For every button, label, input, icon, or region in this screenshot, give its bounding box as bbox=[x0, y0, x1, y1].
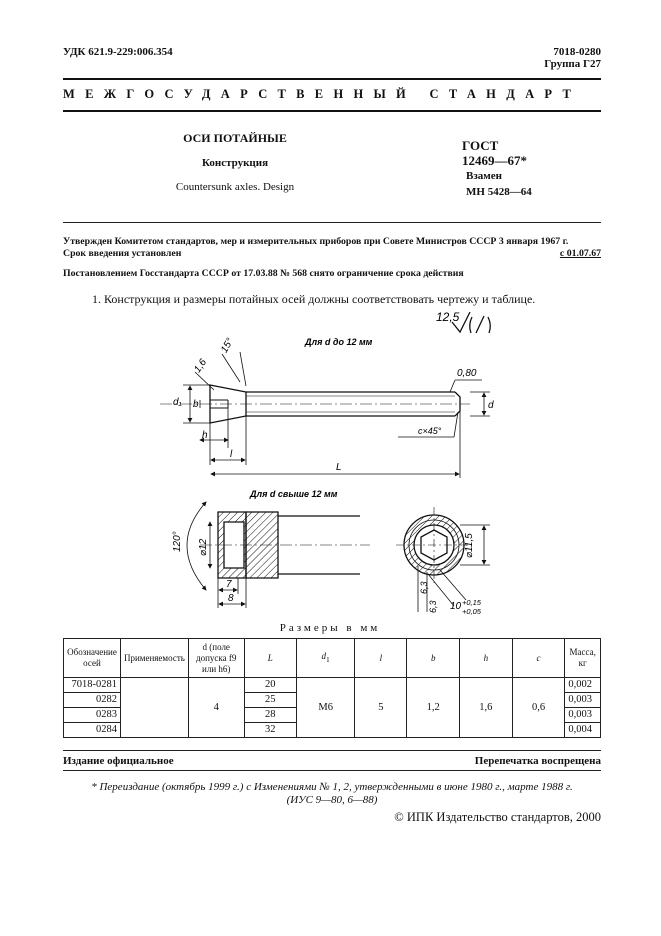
tolerance-lower: +0,05 bbox=[462, 607, 481, 616]
header-l bbox=[355, 639, 407, 678]
roughness-symbol bbox=[436, 310, 490, 333]
cell-d1: M6 bbox=[297, 678, 355, 738]
header-l-text: l bbox=[379, 652, 383, 663]
official-edition: Издание официальное bbox=[63, 755, 174, 767]
roughness-value: 12,5 bbox=[436, 310, 460, 324]
header-b bbox=[407, 639, 460, 678]
tolerance-upper: +0,15 bbox=[462, 598, 481, 607]
dim-1-6: 1,6 bbox=[192, 357, 210, 375]
ius-note: (ИУС 9—80, 6—88) bbox=[286, 794, 378, 806]
header-L-text: L bbox=[267, 652, 273, 663]
axle-side-view-large bbox=[200, 512, 370, 578]
cell-code: 0282 bbox=[64, 693, 121, 708]
cell-h: 1,6 bbox=[460, 678, 513, 738]
standard-banner: МЕЖГОСУДАРСТВЕННЫЙ СТАНДАРТ bbox=[63, 87, 582, 101]
approval-line: Утвержден Комитетом стандартов, мер и измерительных приборов при Совете Министров СССР 3 января 1967 г. bbox=[63, 236, 569, 247]
axle-end-view bbox=[396, 507, 472, 583]
document-code: 7018-0280 bbox=[553, 46, 601, 58]
dia-11-5: ⌀11,5 bbox=[464, 533, 475, 558]
dim-7: 7 bbox=[226, 579, 232, 590]
cell-b: 1,2 bbox=[407, 678, 460, 738]
table-header-row bbox=[64, 639, 601, 678]
cell-mass: 0,002 bbox=[565, 678, 601, 693]
gost-label: ГОСТ bbox=[462, 138, 499, 153]
clause-1: 1. Конструкция и размеры потайных осей должны соответствовать чертежу и таблице. bbox=[92, 292, 536, 306]
caption-bottom: Для d свыше 12 мм bbox=[250, 489, 338, 499]
label-h: h bbox=[202, 430, 208, 441]
label-d1: d₁ bbox=[173, 397, 182, 408]
header-d: d (поле допуска f9 или h6) bbox=[188, 639, 244, 678]
angle-120: 120° bbox=[172, 531, 183, 552]
cell-code: 0284 bbox=[64, 723, 121, 738]
introduction-line: Срок введения установлен bbox=[63, 248, 182, 259]
cell-L: 32 bbox=[244, 723, 296, 738]
cell-l: 5 bbox=[355, 678, 407, 738]
footer-rule-2 bbox=[63, 770, 601, 771]
gost-number: 12469—67* bbox=[462, 153, 527, 168]
cell-d: 4 bbox=[188, 678, 244, 738]
dia-12: ⌀12 bbox=[198, 538, 209, 556]
resolution-line: Постановлением Госстандарта СССР от 17.03.88 № 568 снято ограничение срока действия bbox=[63, 268, 464, 279]
axle-side-view-small bbox=[160, 385, 470, 423]
reissue-note: * Переиздание (октябрь 1999 г.) с Изменениями № 1, 2, утвержденными в июне 1980 г., марте 1988 г. bbox=[91, 781, 573, 793]
cell-code: 0283 bbox=[64, 708, 121, 723]
english-title: Countersunk axles. Design bbox=[175, 181, 295, 193]
dimensions-table bbox=[63, 638, 601, 738]
replaces-label: Взамен bbox=[466, 170, 502, 182]
cell-application bbox=[120, 678, 188, 738]
header-h bbox=[460, 639, 513, 678]
header-h-text: h bbox=[483, 652, 489, 663]
footer-rule bbox=[63, 750, 601, 751]
cell-L: 28 bbox=[244, 708, 296, 723]
cell-mass: 0,003 bbox=[565, 708, 601, 723]
header-d1-text: d bbox=[321, 651, 327, 662]
header-designation: Обозначение осей bbox=[64, 639, 121, 678]
angle-15: 15° bbox=[219, 336, 237, 355]
cell-mass: 0,003 bbox=[565, 693, 601, 708]
copyright: © ИПК Издательство стандартов, 2000 bbox=[394, 810, 601, 824]
header-mass: Масса, кг bbox=[565, 639, 601, 678]
document-title: ОСИ ПОТАЙНЫЕ bbox=[183, 131, 287, 145]
cell-L: 20 bbox=[244, 678, 296, 693]
cell-mass: 0,004 bbox=[565, 723, 601, 738]
header-d1-sub: 1 bbox=[326, 654, 330, 664]
dim-10: 10 bbox=[450, 601, 462, 612]
label-b: b bbox=[193, 399, 199, 410]
dim-0-80: 0,80 bbox=[457, 368, 477, 379]
header-c-text: c bbox=[536, 652, 541, 663]
dim-6-3-a: 6,3 bbox=[419, 581, 429, 594]
technical-drawing bbox=[0, 300, 661, 625]
introduction-date: с 01.07.67 bbox=[559, 248, 601, 259]
caption-top: Для d до 12 мм bbox=[305, 337, 373, 347]
table-row bbox=[64, 678, 601, 693]
header-c bbox=[512, 639, 565, 678]
top-rule bbox=[63, 78, 601, 80]
cell-c: 0,6 bbox=[512, 678, 565, 738]
chamfer-label: c×45° bbox=[418, 426, 442, 436]
cell-code: 7018-0281 bbox=[64, 678, 121, 693]
banner-rule bbox=[63, 110, 601, 112]
header-application: Применяемость bbox=[120, 639, 188, 678]
reprint-notice: Перепечатка воспрещена bbox=[474, 755, 601, 767]
label-L: L bbox=[336, 462, 342, 473]
label-l: l bbox=[230, 449, 233, 460]
replaces-number: МН 5428—64 bbox=[466, 186, 532, 198]
dim-8: 8 bbox=[228, 593, 234, 604]
title-rule bbox=[63, 222, 601, 223]
header-d1 bbox=[297, 639, 355, 678]
udk-code: УДК 621.9-229:006.354 bbox=[63, 46, 173, 58]
dim-6-3-b: 6,3 bbox=[428, 600, 438, 613]
table-caption: Размеры в мм bbox=[279, 622, 381, 634]
cell-L: 25 bbox=[244, 693, 296, 708]
label-d: d bbox=[488, 400, 494, 411]
document-subtitle: Конструкция bbox=[201, 157, 269, 169]
group-code: Группа Г27 bbox=[544, 58, 601, 70]
header-b-text: b bbox=[430, 652, 436, 663]
header-L bbox=[244, 639, 296, 678]
